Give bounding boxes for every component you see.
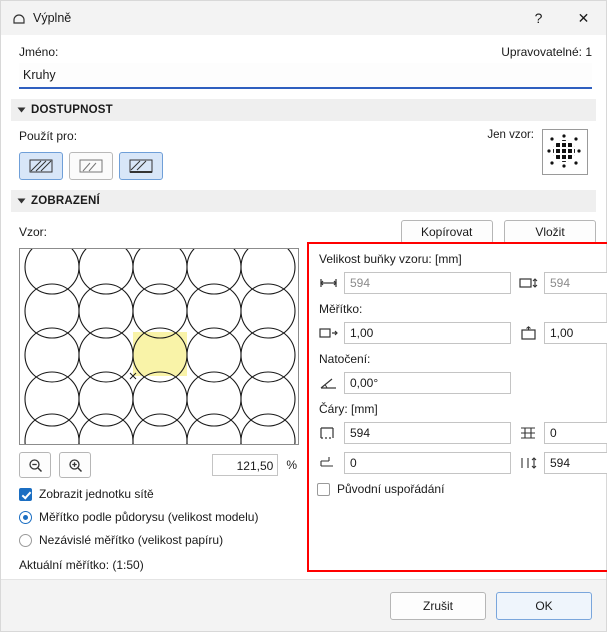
angle-icon: [317, 373, 339, 393]
fill-pattern-icon: [11, 10, 27, 26]
cell-height-field: [517, 272, 607, 294]
window-title: Výplně: [33, 11, 72, 25]
cell-size-title: Velikost buňky vzoru: [mm]: [319, 252, 462, 266]
editable-count-label: Upravovatelné: 1: [501, 45, 592, 59]
line-height-icon: [517, 453, 539, 473]
cover-fill-button[interactable]: [119, 152, 163, 180]
scale-vertical-icon: [517, 323, 539, 343]
line-4-field: [517, 452, 607, 474]
original-arrangement-row[interactable]: [317, 482, 607, 496]
display-section-title: ZOBRAZENÍ: [31, 195, 100, 207]
line-1-input[interactable]: [344, 422, 511, 444]
ok-button[interactable]: OK: [496, 592, 592, 620]
cell-width-input[interactable]: [344, 272, 511, 294]
lines-title: Čáry: [mm]: [319, 402, 378, 416]
name-label: Jméno:: [19, 45, 59, 59]
zoom-value-input[interactable]: 121,50: [212, 454, 278, 476]
line-1-field: [317, 422, 511, 444]
title-bar: [1, 1, 606, 35]
original-arrangement-label: Původní uspořádání: [337, 482, 445, 496]
display-section-header[interactable]: [11, 190, 596, 212]
close-button[interactable]: ✕: [577, 9, 590, 26]
window-controls: [516, 1, 606, 35]
zoom-in-icon[interactable]: [59, 452, 91, 478]
pattern-parameters-panel: [307, 242, 607, 572]
show-grid-units-label: Zobrazit jednotku sítě: [39, 487, 154, 501]
cell-size-row: [317, 272, 607, 294]
scale-y-input[interactable]: [544, 322, 607, 344]
dialog-footer: [1, 579, 606, 631]
line-3-field: [317, 452, 511, 474]
fill-type-buttons: [19, 152, 163, 180]
only-pattern-label: Jen vzor:: [487, 129, 534, 141]
zoom-out-icon[interactable]: [19, 452, 51, 478]
show-grid-units-row[interactable]: [19, 487, 297, 501]
lines-row-2: [317, 452, 607, 474]
availability-section-header[interactable]: [11, 99, 596, 121]
line-2-input[interactable]: [544, 422, 607, 444]
help-button[interactable]: ?: [534, 10, 543, 26]
pattern-preview-thumb[interactable]: [542, 129, 588, 175]
zoom-controls: [19, 452, 297, 478]
scale-plan-row[interactable]: [19, 510, 297, 524]
original-arrangement-checkbox[interactable]: [317, 483, 330, 496]
scale-independent-radio[interactable]: [19, 534, 32, 547]
scale-plan-label: Měřítko podle půdorysu (velikost modelu): [39, 510, 259, 524]
pattern-label: Vzor:: [19, 225, 48, 239]
use-for-row: [19, 129, 588, 180]
availability-body: [1, 121, 606, 180]
cut-fill-button[interactable]: [19, 152, 63, 180]
rotation-field: [317, 372, 511, 394]
copy-button[interactable]: Kopírovat: [401, 220, 493, 244]
scale-independent-row[interactable]: [19, 533, 297, 547]
lines-row-1: [317, 422, 607, 444]
chevron-down-icon: [18, 108, 26, 113]
rotation-input[interactable]: [344, 372, 511, 394]
cancel-button[interactable]: Zrušit: [390, 592, 486, 620]
horizontal-size-icon: [317, 273, 339, 293]
rotation-title: Natočení:: [319, 352, 371, 366]
name-input-wrap: [1, 61, 606, 89]
drafting-fill-button[interactable]: [69, 152, 113, 180]
pattern-canvas[interactable]: [19, 248, 299, 445]
rotation-row: [317, 372, 607, 394]
only-pattern-group: [487, 129, 588, 175]
line-4-input[interactable]: [544, 452, 607, 474]
line-3-input[interactable]: [344, 452, 511, 474]
pattern-editor-area: [1, 248, 606, 572]
scale-y-field: [517, 322, 607, 344]
chevron-down-icon: [18, 199, 26, 204]
availability-section-title: DOSTUPNOST: [31, 104, 113, 116]
line-shift-icon: [317, 453, 339, 473]
line-offset-x-icon: [317, 423, 339, 443]
scale-independent-label: Nezávislé měřítko (velikost papíru): [39, 533, 224, 547]
line-offset-grid-icon: [517, 423, 539, 443]
use-for-label: Použít pro:: [19, 129, 78, 143]
scale-x-input[interactable]: [344, 322, 511, 344]
name-row: [1, 35, 606, 61]
show-grid-units-checkbox[interactable]: [19, 488, 32, 501]
scale-row: [317, 322, 607, 344]
scale-x-field: [317, 322, 511, 344]
cell-width-field: [317, 272, 511, 294]
scale-horizontal-icon: [317, 323, 339, 343]
zoom-unit-label: %: [286, 458, 297, 472]
cell-height-input[interactable]: [544, 272, 607, 294]
vertical-size-icon: [517, 273, 539, 293]
paste-button[interactable]: Vložit: [504, 220, 596, 244]
dialog-content: [1, 35, 606, 579]
scale-title: Měřítko:: [319, 302, 363, 316]
pattern-preview-column: [19, 248, 297, 572]
name-input[interactable]: [19, 63, 592, 89]
scale-plan-radio[interactable]: [19, 511, 32, 524]
line-2-field: [517, 422, 607, 444]
current-scale-label: Aktuální měřítko: (1:50): [19, 558, 144, 572]
